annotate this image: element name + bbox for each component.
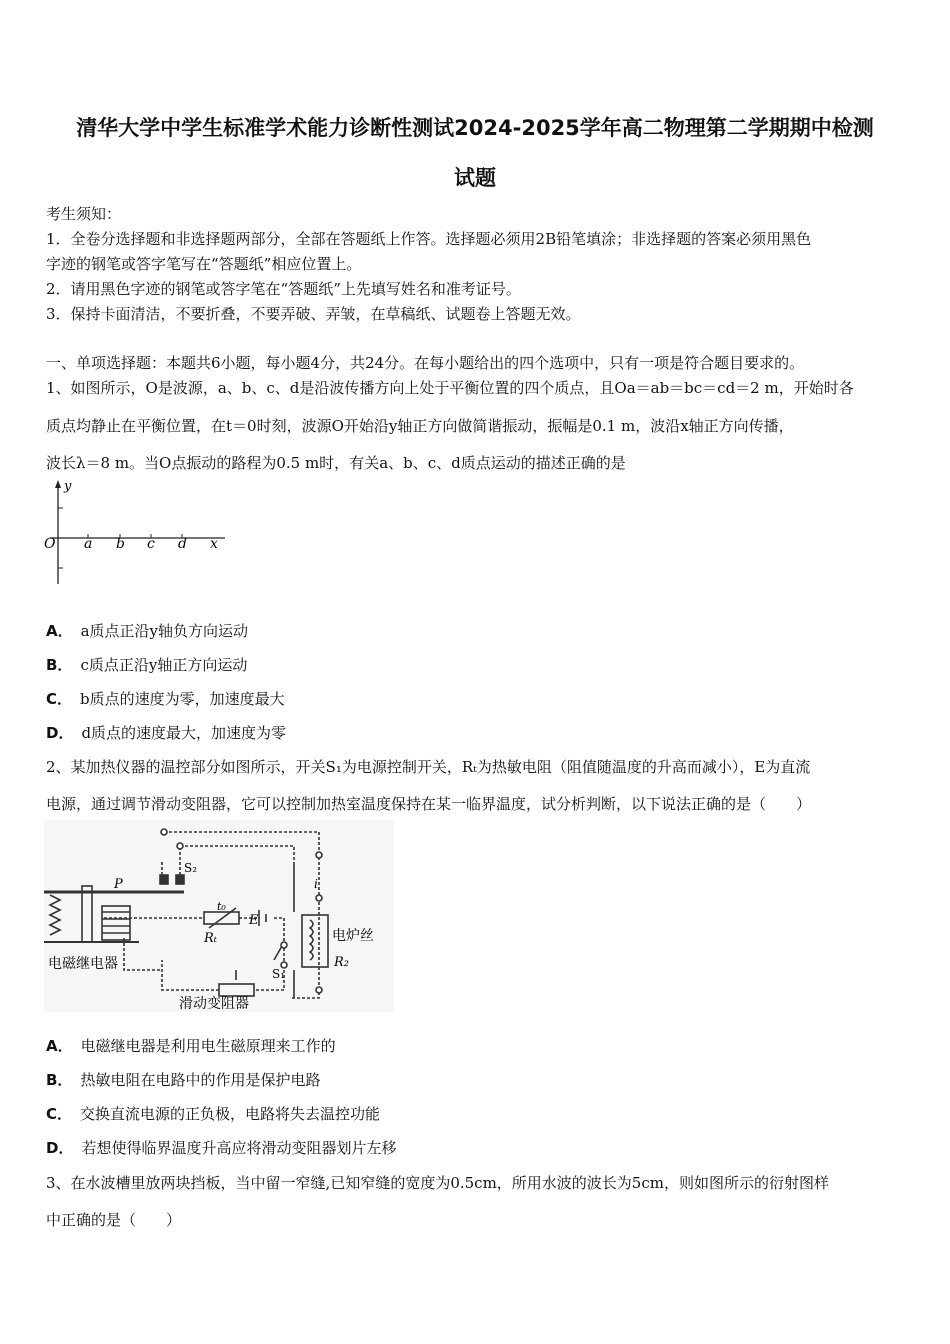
exam-title-line1: 清华大学中学生标准学术能力诊断性测试2024-2025学年高二物理第二学期期中检测 bbox=[76, 116, 874, 140]
point-d-label: d bbox=[178, 536, 187, 552]
notice-item-2: 2．请用黑色字迹的钢笔或答字笔在“答题纸”上先填写姓名和准考证号。 bbox=[46, 280, 521, 298]
label-P: P bbox=[114, 877, 123, 892]
point-a-label: a bbox=[84, 536, 93, 552]
label-i: i bbox=[314, 877, 318, 891]
point-c-label: c bbox=[147, 536, 155, 552]
label-heater: 电炉丝 bbox=[332, 928, 374, 944]
label-RT: Rₜ bbox=[204, 931, 217, 946]
origin-label: O bbox=[44, 536, 56, 552]
label-rheostat: 滑动变阻器 bbox=[179, 996, 249, 1012]
label-t0: t₀ bbox=[217, 900, 226, 913]
q2-circuit-figure bbox=[44, 820, 394, 1012]
q2-option-d[interactable]: D． 若想使得临界温度升高应将滑动变阻器划片左移 bbox=[46, 1139, 397, 1157]
q2-option-b[interactable]: B． 热敏电阻在电路中的作用是保护电路 bbox=[46, 1071, 321, 1089]
q2-option-a[interactable]: A． 电磁继电器是利用电生磁原理来工作的 bbox=[46, 1037, 336, 1055]
q1-stem-line2: 质点均静止在平衡位置，在t＝0时刻，波源O开始沿y轴正方向做简谐振动，振幅是0.1 m，波沿x轴正方向传播， bbox=[46, 417, 794, 435]
section-heading: 一、单项选择题：本题共6小题，每小题4分，共24分。在每小题给出的四个选项中，只有一项是符合题目要求的。 bbox=[46, 354, 805, 372]
notice-item-3: 3．保持卡面清洁，不要折叠，不要弄破、弄皱，在草稿纸、试题卷上答题无效。 bbox=[46, 305, 581, 323]
q1-wave-figure bbox=[40, 478, 240, 588]
q3-stem-line2: 中正确的是（ ） bbox=[46, 1211, 182, 1229]
q1-option-a[interactable]: A． a质点正沿y轴负方向运动 bbox=[46, 622, 249, 640]
point-b-label: b bbox=[116, 536, 125, 552]
q1-stem-line1: 1、如图所示，O是波源，a、b、c、d是沿波传播方向上处于平衡位置的四个质点，且Oa＝ab＝bc＝cd＝2 m，开始时各 bbox=[46, 379, 854, 397]
q1-option-b[interactable]: B． c质点正沿y轴正方向运动 bbox=[46, 656, 248, 674]
q1-option-c[interactable]: C． b质点的速度为零，加速度最大 bbox=[46, 690, 285, 708]
label-relay: 电磁继电器 bbox=[48, 956, 118, 972]
notice-heading: 考生须知： bbox=[46, 205, 122, 223]
q1-stem-line3: 波长λ＝8 m。当O点振动的路程为0.5 m时，有关a、b、c、d质点运动的描述正确的是 bbox=[46, 454, 626, 472]
y-label: y bbox=[64, 479, 72, 494]
q2-stem-line1: 2、某加热仪器的温控部分如图所示，开关S₁为电源控制开关，Rₜ为热敏电阻（阻值随温度的升高而减小），E为直流 bbox=[46, 758, 811, 776]
q1-option-d[interactable]: D． d质点的速度最大，加速度为零 bbox=[46, 724, 287, 742]
label-S1: S₁ bbox=[272, 967, 286, 981]
label-E: E bbox=[249, 913, 259, 928]
exam-title-line2: 试题 bbox=[454, 166, 496, 190]
x-label: x bbox=[210, 536, 218, 552]
q2-stem-line2: 电源，通过调节滑动变阻器，它可以控制加热室温度保持在某一临界温度，试分析判断，以下说法正确的是（ ） bbox=[46, 795, 812, 813]
label-S2: S₂ bbox=[184, 861, 198, 875]
y-arrow bbox=[55, 480, 61, 488]
q2-option-c[interactable]: C． 交换直流电源的正负极，电路将失去温控功能 bbox=[46, 1105, 381, 1123]
label-R2: R₂ bbox=[334, 955, 349, 970]
q3-stem-line1: 3、在水波槽里放两块挡板，当中留一窄缝,已知窄缝的宽度为0.5cm，所用水波的波长为5cm，则如图所示的衍射图样 bbox=[46, 1174, 829, 1192]
notice-item-1b: 字迹的钢笔或答字笔写在“答题纸”相应位置上。 bbox=[46, 255, 362, 273]
notice-item-1a: 1．全卷分选择题和非选择题两部分，全部在答题纸上作答。选择题必须用2B铅笔填涂；非选择题的答案必须用黑色 bbox=[46, 230, 812, 248]
